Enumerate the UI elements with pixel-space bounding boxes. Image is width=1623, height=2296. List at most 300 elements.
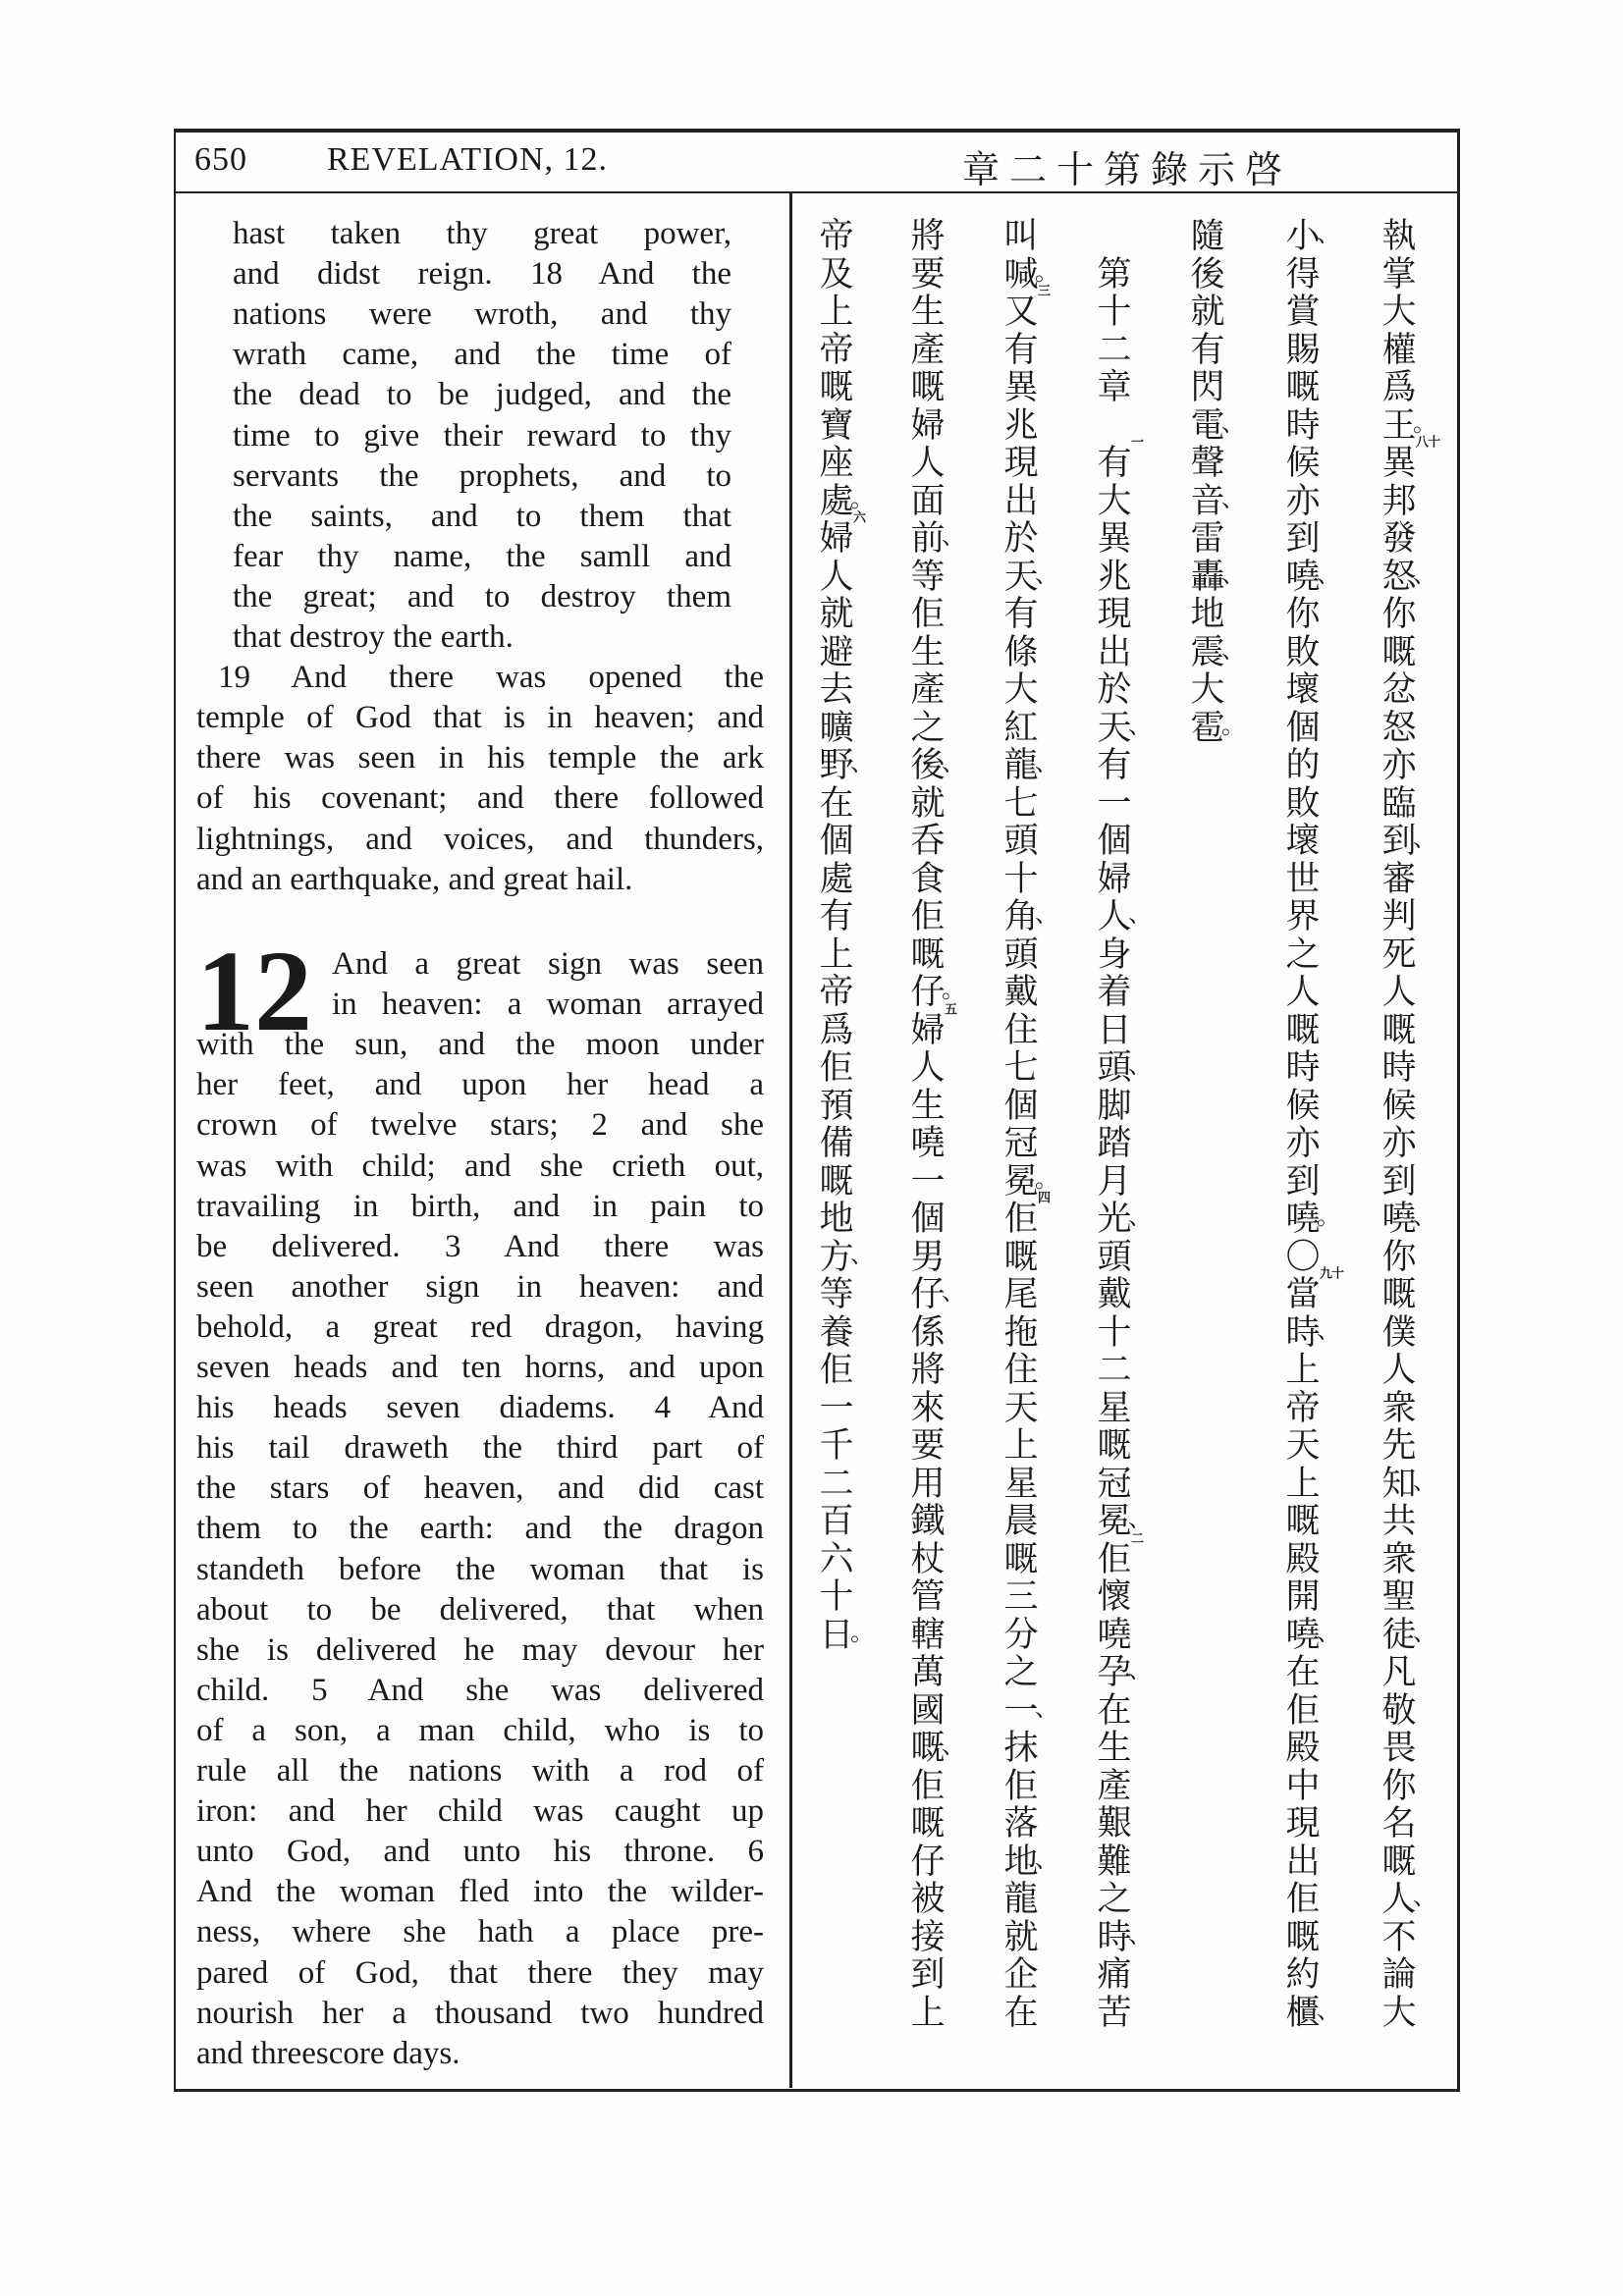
chinese-character: 權 — [1381, 330, 1417, 370]
chinese-character: 就 — [819, 595, 854, 634]
chinese-character: 預 — [819, 1086, 854, 1126]
chinese-character: 十 — [1097, 293, 1132, 332]
chinese-character: 男 — [910, 1237, 946, 1277]
chinese-character: 小 、 — [1285, 217, 1340, 256]
chinese-character: 冕 、 — [1097, 1502, 1152, 1541]
chinese-character: 出 — [1285, 1842, 1321, 1882]
chinese-character: 佢 — [1097, 1539, 1132, 1579]
chinese-character: 到 、 — [1381, 822, 1436, 861]
chinese-character: 異 — [1381, 444, 1417, 483]
chinese-character: 個 — [1003, 1086, 1039, 1126]
text-line: nourish her a thousand two hundred — [196, 1995, 764, 2031]
punctuation-mark: 、 — [1413, 1202, 1436, 1230]
chinese-character: 冠 — [1097, 1464, 1132, 1504]
chinese-character: 百 — [819, 1502, 854, 1541]
chinese-character: 要 — [910, 254, 946, 294]
chinese-character: 頭 — [1003, 934, 1039, 975]
text-line: pared of God, that there they may — [196, 1954, 764, 1991]
chinese-character: 身 — [1097, 934, 1132, 975]
chinese-character: 異 — [1003, 368, 1039, 407]
chinese-character: 上 — [819, 934, 854, 975]
bottom-border — [174, 2089, 1460, 2092]
punctuation-mark: 、 — [1035, 1693, 1058, 1722]
chinese-character: 大 — [1003, 670, 1039, 710]
chinese-character: 來 — [910, 1388, 946, 1428]
chinese-character: 晨 — [1003, 1502, 1039, 1541]
chinese-character: 國 — [910, 1690, 946, 1731]
punctuation-mark: 、 — [1035, 1844, 1058, 1873]
chinese-character: 帝 — [819, 330, 854, 370]
verse-number: 一 — [1129, 435, 1144, 448]
chinese-character: 之 — [1097, 1880, 1132, 1919]
chinese-character: 嘅 — [910, 1804, 946, 1843]
chinese-character: 去 — [819, 670, 854, 710]
chinese-character: 凡 — [1381, 1653, 1417, 1692]
chinese-character: 條 — [1003, 632, 1039, 672]
chinese-character: 處 — [819, 859, 854, 899]
punctuation-mark: 、 — [942, 1732, 965, 1759]
chinese-character: 拖 — [1003, 1312, 1039, 1353]
chinese-character: 不 — [1381, 1917, 1417, 1957]
chinese-character: 嘵 — [1097, 1615, 1132, 1655]
punctuation-mark: 、 — [1128, 900, 1152, 928]
chinese-character: 轄 — [910, 1615, 946, 1655]
text-line: the great; and to destroy them — [233, 578, 731, 614]
chinese-character: 尾 — [1003, 1275, 1039, 1314]
chinese-character: 衆 — [1381, 1539, 1417, 1579]
chinese-character: 婦 — [819, 519, 854, 559]
chinese-character: 敗 — [1285, 632, 1321, 672]
chinese-character: 千 — [819, 1426, 854, 1466]
text-line: she is delivered he may devour her — [196, 1631, 764, 1668]
punctuation-mark: 、 — [1128, 1920, 1152, 1949]
chinese-character: 執 — [1381, 217, 1417, 256]
chinese-character: 論 — [1381, 1955, 1417, 1995]
chinese-character: 有 — [1097, 444, 1132, 483]
chinese-character: 曠 — [819, 708, 854, 748]
chinese-title: 啓示錄第十二章 — [962, 148, 1293, 191]
chinese-character: 日 — [1097, 1010, 1132, 1050]
chinese-character: 一 — [1097, 783, 1132, 824]
chinese-character: 仔 。 — [910, 973, 965, 1012]
chinese-character: 又 — [1003, 293, 1039, 332]
chinese-character: 用 — [910, 1464, 946, 1504]
chinese-character: 六 — [819, 1539, 854, 1579]
chinese-character: 你 — [1381, 1766, 1417, 1806]
punctuation-mark: 、 — [1413, 1467, 1436, 1495]
chinese-character: 賜 — [1285, 330, 1321, 370]
chinese-character: 徒 、 — [1381, 1615, 1436, 1655]
chinese-column-5 — [1000, 217, 1058, 2033]
text-line: and an earthquake, and great hail. — [196, 861, 633, 897]
chinese-character: 到 — [1285, 519, 1321, 559]
text-line: time to give their reward to thy — [233, 417, 731, 454]
page-number: 650 — [194, 141, 247, 178]
chinese-column-7 — [815, 217, 874, 1655]
text-line: travailing in birth, and in pain to — [196, 1188, 764, 1224]
chinese-character: 時 、 — [1285, 1312, 1340, 1353]
chinese-character: 痛 — [1097, 1955, 1132, 1995]
chinese-character: 後 、 — [910, 746, 965, 785]
punctuation-mark: 。 — [942, 976, 965, 1003]
chinese-character: 光 、 — [1097, 1200, 1152, 1239]
chinese-character: 七 — [1003, 783, 1039, 824]
chinese-character: 嘅 — [1285, 1502, 1321, 1541]
chinese-character: 之 — [910, 708, 946, 748]
chinese-character: 地 — [1190, 595, 1225, 634]
punctuation-mark: 、 — [1221, 635, 1245, 664]
punctuation-mark: 、 — [1128, 1656, 1152, 1683]
text-line: and didst reign. 18 And the — [233, 256, 731, 293]
chinese-character: 大 — [1190, 670, 1225, 710]
punctuation-mark: 、 — [942, 749, 965, 776]
chinese-character: 一 — [910, 1161, 946, 1201]
chinese-character: 抹 — [1003, 1729, 1039, 1768]
chinese-character: 人 、 — [1381, 1880, 1436, 1919]
text-line: rule all the nations with a rod of — [196, 1753, 764, 1789]
chinese-character: 大 — [1097, 481, 1132, 521]
chinese-character: 櫃 、 — [1285, 1993, 1340, 2033]
chinese-character: 死 — [1381, 934, 1417, 975]
chinese-character: 前 、 — [910, 519, 965, 559]
text-line: the dead to be judged, and the — [233, 377, 731, 413]
punctuation-mark: 、 — [942, 522, 965, 550]
text-line: was with child; and she crieth out, — [196, 1148, 764, 1184]
chinese-character: 現 — [1285, 1804, 1321, 1843]
chinese-character: 一 — [819, 1388, 854, 1428]
text-line: fear thy name, the samll and — [233, 538, 731, 574]
text-line: temple of God that is in heaven; and — [196, 700, 764, 736]
chinese-character: 共 — [1381, 1502, 1417, 1541]
chinese-character: 候 — [1285, 444, 1321, 483]
chinese-character: 就 — [1003, 1917, 1039, 1957]
verse-number: 十九 — [1318, 1266, 1344, 1279]
text-line: of a son, a man child, who is to — [196, 1712, 764, 1748]
chinese-character: 佢 — [910, 897, 946, 936]
text-line: behold, a great red dragon, having — [196, 1308, 764, 1345]
chinese-character: 的 — [1285, 746, 1321, 785]
chinese-character: 踏 — [1097, 1124, 1132, 1163]
chinese-character: 之 — [1003, 1653, 1039, 1692]
chinese-character: 人 — [1381, 973, 1417, 1012]
chinese-character: 邦 — [1381, 481, 1417, 521]
punctuation-mark: 。 — [1035, 257, 1058, 286]
chinese-character: 王 。 — [1381, 405, 1436, 446]
punctuation-mark: 、 — [1317, 220, 1340, 247]
chinese-character: 二 — [1097, 1351, 1132, 1390]
chinese-character: 雹 。 — [1190, 708, 1245, 748]
text-line: And the woman fled into the wilder- — [196, 1874, 764, 1910]
chinese-character: 七 — [1003, 1048, 1039, 1088]
chinese-character: 叫 — [1003, 217, 1039, 256]
chinese-character: 嘅 — [910, 368, 946, 407]
punctuation-mark: 。 — [850, 1618, 874, 1646]
chinese-character: 得 — [1285, 254, 1321, 294]
chinese-character: 接 — [910, 1917, 946, 1957]
chinese-character: 發 — [1381, 519, 1417, 559]
verse-number: 十八 — [1414, 435, 1440, 448]
chinese-character: 大 — [1381, 293, 1417, 332]
chinese-character: 住 — [1003, 1010, 1039, 1050]
chinese-character: 產 — [910, 670, 946, 710]
chinese-character: 爲 — [1381, 368, 1417, 407]
chinese-character: 人 — [819, 557, 854, 597]
chinese-character: 企 — [1003, 1955, 1039, 1995]
text-line: iron: and her child was caught up — [196, 1793, 764, 1830]
punctuation-mark: 、 — [1317, 1618, 1340, 1646]
text-line: ness, where she hath a place pre- — [196, 1914, 764, 1950]
chinese-character — [1093, 218, 1136, 256]
chinese-character: 佢 — [1285, 1690, 1321, 1731]
chinese-character: 殿 — [1285, 1729, 1321, 1768]
chinese-character: 生 — [1097, 1729, 1132, 1768]
chinese-character: 紅 — [1003, 708, 1039, 748]
chinese-character: 地 、 — [1003, 1842, 1058, 1882]
punctuation-mark: 。 — [1317, 1202, 1340, 1230]
chinese-character: 畏 — [1381, 1729, 1417, 1768]
text-line: lightnings, and voices, and thunders, — [196, 821, 764, 857]
chinese-character: 冕 。 — [1003, 1161, 1058, 1201]
chinese-character: 萬 — [910, 1653, 946, 1692]
text-line: the saints, and to them that — [233, 498, 731, 534]
text-line: crown of twelve stars; 2 and she — [196, 1107, 764, 1144]
text-line: in heaven: a woman arrayed — [332, 987, 764, 1023]
chinese-character: 兆 — [1003, 405, 1039, 446]
chinese-character: 一 、 — [1003, 1690, 1058, 1731]
chinese-character: 天 、 — [1003, 557, 1058, 597]
chinese-character: 電 、 — [1190, 405, 1245, 446]
chinese-character: 佢 — [819, 1048, 854, 1088]
text-line: that destroy the earth. — [233, 619, 514, 655]
chinese-character: 掌 — [1381, 254, 1417, 294]
punctuation-mark: 、 — [1317, 560, 1340, 588]
chinese-character: 養 — [819, 1312, 854, 1353]
chinese-character: 落 — [1003, 1804, 1039, 1843]
chinese-character: 着 — [1097, 973, 1132, 1012]
chinese-character: 戴 — [1003, 973, 1039, 1012]
punctuation-mark: 、 — [1221, 560, 1245, 588]
chinese-character: 管 — [910, 1577, 946, 1617]
chinese-character: 到 — [910, 1955, 946, 1995]
chinese-character: 二 — [819, 1464, 854, 1504]
chinese-character: 生 — [910, 632, 946, 672]
chinese-character: 審 — [1381, 859, 1417, 899]
chinese-character: 地 — [819, 1200, 854, 1239]
chinese-character: 杖 — [910, 1539, 946, 1579]
chinese-character: 呑 — [910, 822, 946, 861]
chinese-character: 亦 — [1285, 481, 1321, 521]
punctuation-mark: 、 — [1035, 560, 1058, 588]
text-line: there was seen in his temple the ark — [196, 740, 764, 776]
punctuation-mark: 、 — [1317, 1315, 1340, 1344]
chinese-character: 有 — [1003, 595, 1039, 634]
chinese-character: 後 — [1190, 254, 1225, 294]
chinese-character: 避 — [819, 632, 854, 672]
chinese-character: 你 — [1381, 595, 1417, 634]
chinese-character: 時 — [1381, 1048, 1417, 1088]
chinese-character: 十 — [819, 1577, 854, 1617]
chinese-character: 亦 — [1381, 1124, 1417, 1163]
text-line: and threescore days. — [196, 2035, 460, 2071]
chinese-character: 敗 — [1285, 783, 1321, 824]
chinese-character: 座 — [819, 444, 854, 483]
chinese-character: 嘅 — [1381, 1275, 1417, 1314]
chinese-character: 嘵 。 — [1285, 1200, 1340, 1239]
punctuation-mark: 。 — [1413, 408, 1436, 437]
text-line: his heads seven diadems. 4 And — [196, 1390, 764, 1426]
chinese-character: 在 — [819, 783, 854, 824]
chinese-character: 脚 — [1097, 1086, 1132, 1126]
chinese-character: 備 — [819, 1124, 854, 1163]
chinese-character: 開 — [1285, 1577, 1321, 1617]
chinese-character: 音 、 — [1190, 481, 1245, 521]
chinese-character: 於 — [1003, 519, 1039, 559]
chinese-character: 時 — [1285, 405, 1321, 446]
chinese-character: 聖 — [1381, 1577, 1417, 1617]
punctuation-mark: 、 — [1035, 749, 1058, 776]
chinese-character: 先 — [1381, 1426, 1417, 1466]
text-line: wrath came, and the time of — [233, 337, 731, 373]
chinese-character: 仔 — [910, 1842, 946, 1882]
chinese-character: 就 — [910, 783, 946, 824]
chinese-character: 在 — [1097, 1690, 1132, 1731]
chinese-character: 野 、 — [819, 746, 874, 785]
chinese-character: 中 — [1285, 1766, 1321, 1806]
chinese-character: 到 — [1381, 1161, 1417, 1201]
text-line: his tail draweth the third part of — [196, 1430, 764, 1467]
punctuation-mark: 、 — [1035, 900, 1058, 928]
punctuation-mark: 、 — [850, 749, 874, 776]
chinese-character: 生 — [910, 1086, 946, 1126]
chinese-character: 十 — [1097, 1312, 1132, 1353]
text-line: unto God, and unto his throne. 6 — [196, 1834, 764, 1870]
chinese-character: 〇 — [1285, 1237, 1321, 1277]
chinese-character: 艱 — [1097, 1804, 1132, 1843]
column-divider — [789, 193, 792, 2088]
chinese-character: 苦 — [1097, 1993, 1132, 2033]
chinese-character: 之 — [1285, 934, 1321, 975]
chinese-character: 閃 — [1190, 368, 1225, 407]
chinese-character: 食 — [910, 859, 946, 899]
chinese-character: 就 — [1190, 293, 1225, 332]
chinese-character: 十 — [1003, 859, 1039, 899]
chinese-character: 面 — [910, 481, 946, 521]
chinese-character: 衆 — [1381, 1388, 1417, 1428]
chinese-character: 星 — [1003, 1464, 1039, 1504]
punctuation-mark: 、 — [1128, 711, 1152, 739]
chinese-character: 龍 — [1003, 1880, 1039, 1919]
chinese-character: 出 — [1097, 632, 1132, 672]
text-line: standeth before the woman that is — [196, 1551, 764, 1587]
top-border — [174, 129, 1460, 133]
chinese-character: 現 — [1097, 595, 1132, 634]
chinese-character: 於 — [1097, 670, 1132, 710]
chinese-character: 怒 、 — [1381, 557, 1436, 597]
chinese-character: 寶 — [819, 405, 854, 446]
chinese-character: 佢 — [910, 595, 946, 634]
left-border — [174, 129, 176, 2091]
text-line: servants the prophets, and to — [233, 457, 731, 494]
chinese-character: 壞 — [1285, 670, 1321, 710]
text-line: the stars of heaven, and did cast — [196, 1470, 764, 1507]
verse-number: 四 — [1036, 1191, 1051, 1203]
punctuation-mark: 、 — [1317, 1996, 1340, 2024]
chinese-character: 婦 — [1097, 859, 1132, 899]
chinese-character: 帝 — [819, 217, 854, 256]
chinese-character: 在 — [1003, 1993, 1039, 2033]
chinese-character: 日 。 — [819, 1615, 874, 1655]
text-line: them to the earth: and the dragon — [196, 1511, 764, 1547]
chinese-character: 震 、 — [1190, 632, 1245, 672]
chinese-character: 賞 — [1285, 293, 1321, 332]
chinese-character: 人 — [1285, 973, 1321, 1012]
chinese-column-3 — [1186, 217, 1245, 748]
verse-number: 六 — [851, 510, 866, 523]
chinese-character: 爲 — [819, 1010, 854, 1050]
chinese-character: 名 — [1381, 1804, 1417, 1843]
chinese-character: 有 — [819, 897, 854, 936]
chinese-character: 候 — [1381, 1086, 1417, 1126]
chinese-character: 佢 — [819, 1351, 854, 1390]
chinese-character: 壞 — [1285, 822, 1321, 861]
chinese-character: 你 — [1285, 595, 1321, 634]
chinese-character: 上 — [910, 1993, 946, 2033]
chinese-character: 仔 、 — [910, 1275, 965, 1314]
punctuation-mark: 、 — [1413, 560, 1436, 588]
chinese-character: 天 — [1285, 1426, 1321, 1466]
chinese-character: 嘅 — [1003, 1539, 1039, 1579]
punctuation-mark: 、 — [1221, 484, 1245, 512]
chinese-character: 頭 — [1097, 1237, 1132, 1277]
chinese-character: 轟 、 — [1190, 557, 1245, 597]
text-line: child. 5 And she was delivered — [196, 1672, 764, 1708]
chinese-character: 個 — [819, 822, 854, 861]
punctuation-mark: 、 — [1128, 1051, 1152, 1079]
chinese-character: 二 — [1097, 330, 1132, 370]
punctuation-mark: 、 — [1221, 408, 1245, 437]
chinese-character: 將 — [910, 1351, 946, 1390]
chinese-character: 嘅 — [1285, 1917, 1321, 1957]
text-line: of his covenant; and there followed — [196, 780, 764, 817]
text-line: hast taken thy great power, — [233, 216, 731, 251]
punctuation-mark: 。 — [1221, 711, 1245, 739]
chinese-character: 上 — [819, 293, 854, 332]
chinese-character: 嘅 — [1003, 1237, 1039, 1277]
chinese-character: 界 — [1285, 897, 1321, 936]
chinese-character: 當 — [1285, 1275, 1321, 1314]
punctuation-mark: 、 — [942, 1278, 965, 1306]
chinese-character: 知 、 — [1381, 1464, 1436, 1504]
chinese-character: 嘅 — [1381, 1010, 1417, 1050]
chapter-drop-cap: 12 — [196, 927, 312, 1055]
chinese-character: 聲 — [1190, 444, 1225, 483]
chinese-character: 僕 — [1381, 1312, 1417, 1353]
chinese-character: 天 — [1003, 1388, 1039, 1428]
chinese-character: 鐵 — [910, 1502, 946, 1541]
chinese-character: 忿 — [1381, 670, 1417, 710]
chinese-character: 到 — [1285, 1161, 1321, 1201]
chinese-character: 人 — [910, 444, 946, 483]
chinese-character: 懷 — [1097, 1577, 1132, 1617]
chinese-character: 難 — [1097, 1842, 1132, 1882]
chinese-character: 天 、 — [1097, 708, 1152, 748]
chinese-character: 處 。 — [819, 481, 874, 521]
chinese-column-4 — [1093, 218, 1152, 2033]
text-line: And a great sign was seen — [332, 946, 764, 982]
chinese-character: 嘅 — [1381, 632, 1417, 672]
chinese-character: 個 — [1097, 822, 1132, 861]
chinese-character: 被 — [910, 1880, 946, 1919]
